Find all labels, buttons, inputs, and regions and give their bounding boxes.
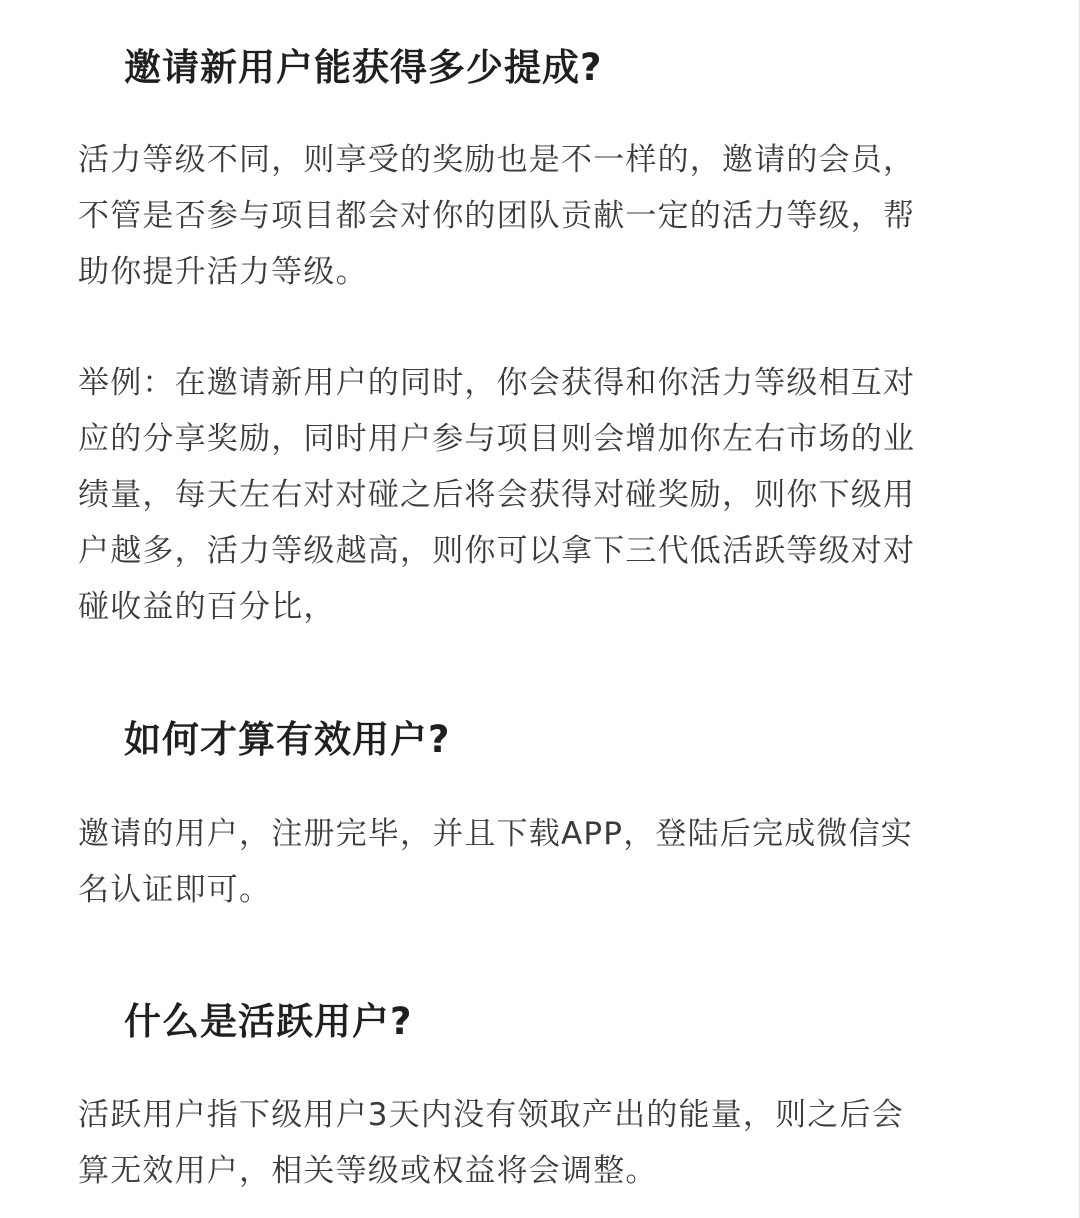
paragraph-line: 不管是否参与项目都会对你的团队贡献一定的活力等级，帮 bbox=[78, 198, 916, 234]
paragraph-line: 算无效用户，相关等级或权益将会调整。 bbox=[78, 1153, 658, 1189]
paragraph-line: 助你提升活力等级。 bbox=[78, 254, 368, 290]
paragraph-line: 应的分享奖励，同时用户参与项目则会增加你左右市场的业 bbox=[78, 421, 916, 457]
paragraph-active-user bbox=[78, 1087, 988, 1199]
section-heading-active-user: 什么是活跃用户? bbox=[124, 1000, 413, 1043]
paragraph-example bbox=[78, 355, 988, 635]
paragraph-valid-user bbox=[78, 806, 988, 918]
paragraph-activity-level bbox=[78, 132, 988, 300]
paragraph-line: 碰收益的百分比， bbox=[78, 589, 336, 625]
paragraph-line: 名认证即可。 bbox=[78, 872, 272, 908]
paragraph-line: 绩量，每天左右对对碰之后将会获得对碰奖励，则你下级用 bbox=[78, 477, 916, 513]
section-heading-commission: 邀请新用户能获得多少提成? bbox=[124, 46, 603, 89]
paragraph-line: 户越多，活力等级越高，则你可以拿下三代低活跃等级对对 bbox=[78, 533, 916, 569]
paragraph-line: 邀请的用户，注册完毕，并且下载APP，登陆后完成微信实 bbox=[78, 816, 913, 852]
paragraph-line: 活跃用户指下级用户3天内没有领取产出的能量，则之后会 bbox=[78, 1097, 904, 1133]
paragraph-line: 举例：在邀请新用户的同时，你会获得和你活力等级相互对 bbox=[78, 365, 916, 401]
paragraph-line: 活力等级不同，则享受的奖励也是不一样的，邀请的会员， bbox=[78, 142, 916, 178]
section-heading-valid-user: 如何才算有效用户? bbox=[124, 718, 451, 761]
